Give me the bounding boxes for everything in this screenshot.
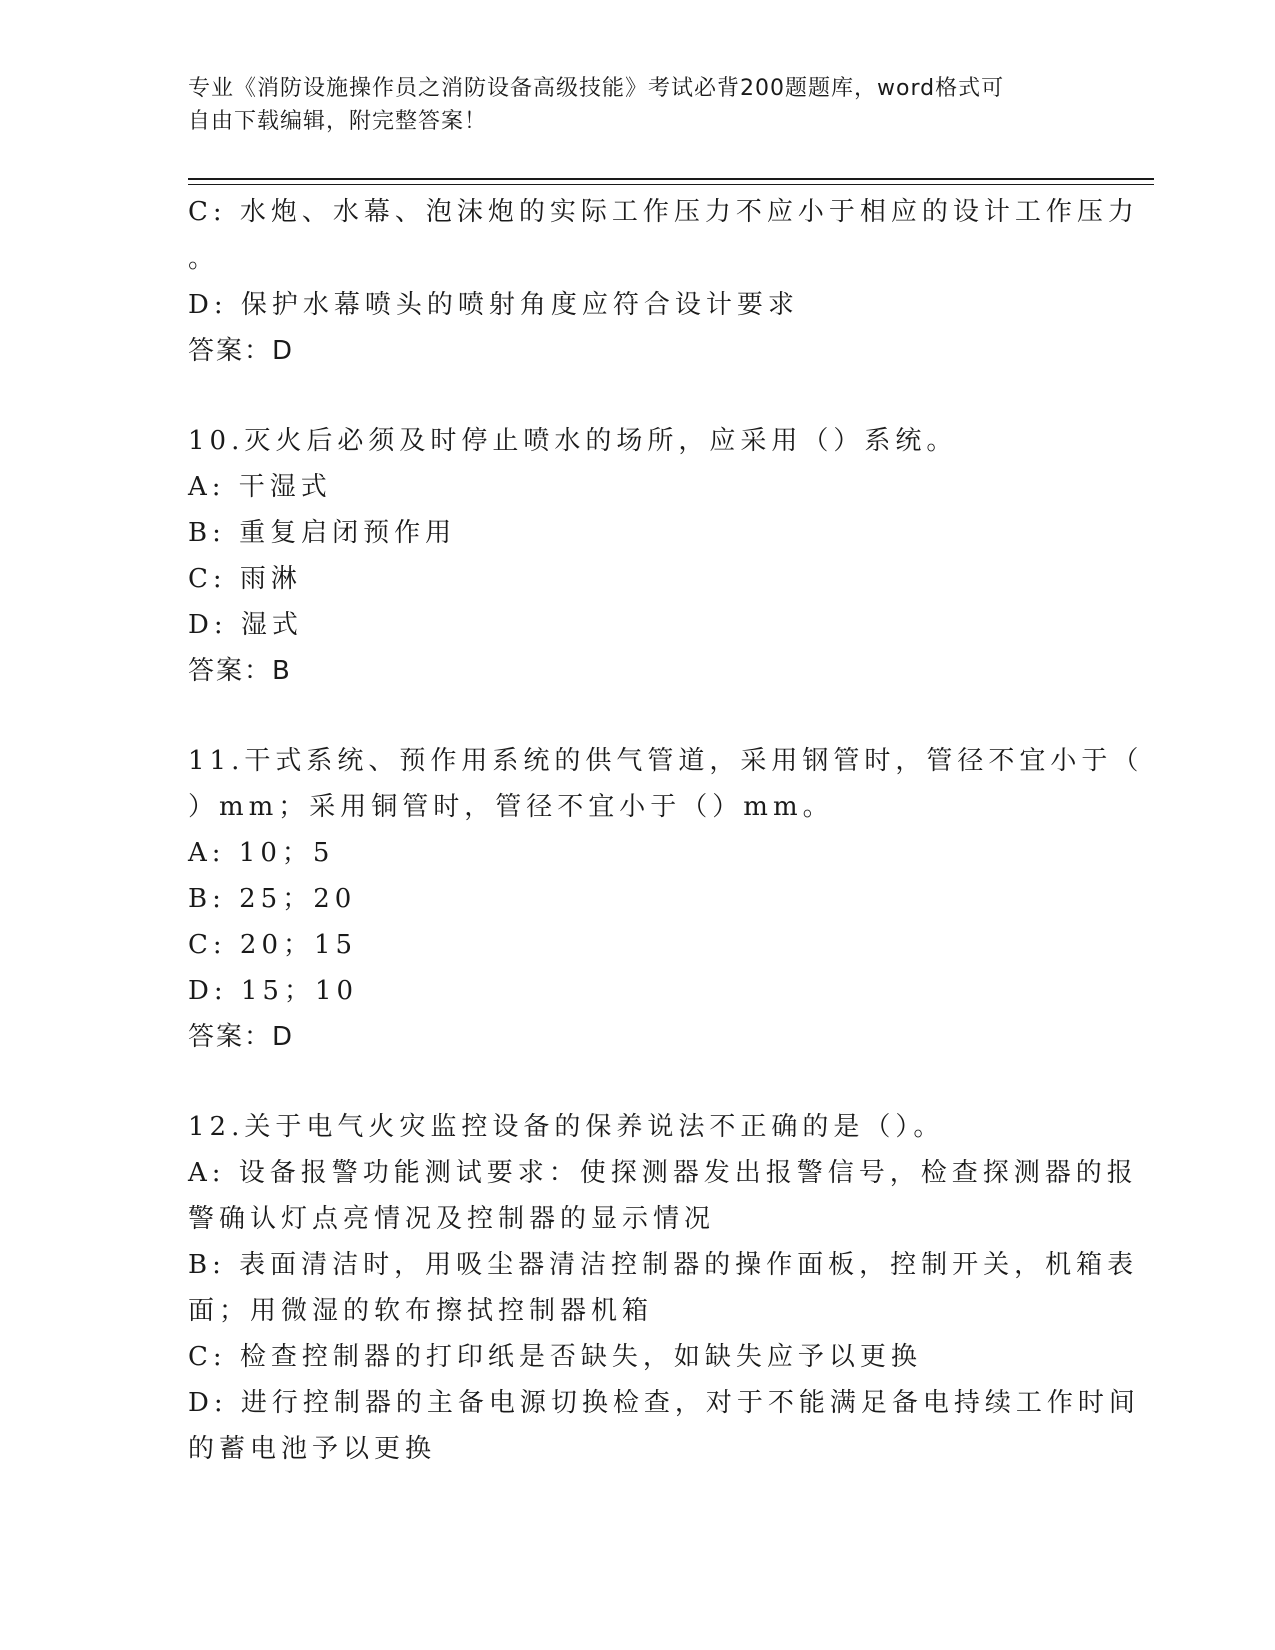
q12-option-b-line2: 面；用微湿的软布擦拭控制器机箱 — [188, 1296, 654, 1326]
q9-answer: 答案：D — [188, 336, 295, 366]
q9-option-c-line2: 。 — [188, 244, 220, 274]
q11-option-b: B: 25；20 — [188, 884, 357, 914]
q11-stem-line1: 11.干式系统、预作用系统的供气管道，采用钢管时，管径不宜小于（ — [188, 746, 1144, 776]
q10-option-a: A: 干湿式 — [188, 472, 332, 502]
q11-stem-line2: ）mm；采用铜管时，管径不宜小于（）mm。 — [188, 792, 834, 822]
q12-option-d-line2: 的蓄电池予以更换 — [188, 1434, 437, 1464]
q12-option-d-line1: D: 进行控制器的主备电源切换检查，对于不能满足备电持续工作时间 — [188, 1388, 1140, 1418]
q12-option-a-line1: A: 设备报警功能测试要求：使探测器发出报警信号，检查探测器的报 — [188, 1158, 1138, 1188]
q11-option-a: A: 10；5 — [188, 838, 335, 868]
q10-stem: 10.灭火后必须及时停止喷水的场所，应采用（）系统。 — [188, 426, 958, 456]
header-line-2: 自由下载编辑，附完整答案！ — [188, 109, 488, 134]
question-content — [188, 188, 1144, 1472]
q12-stem: 12.关于电气火灾监控设备的保养说法不正确的是（）。 — [188, 1112, 945, 1142]
q10-answer: 答案：B — [188, 656, 292, 686]
q12-option-b-line1: B: 表面清洁时，用吸尘器清洁控制器的操作面板，控制开关，机箱表 — [188, 1250, 1139, 1280]
q12-option-a-line2: 警确认灯点亮情况及控制器的显示情况 — [188, 1204, 716, 1234]
document-header — [188, 72, 1068, 138]
q11-answer: 答案：D — [188, 1022, 295, 1052]
header-line-1: 专业《消防设施操作员之消防设备高级技能》考试必背200题题库，word格式可 — [188, 76, 1005, 101]
q9-option-d: D: 保护水幕喷头的喷射角度应符合设计要求 — [188, 290, 799, 320]
q12-option-c: C: 检查控制器的打印纸是否缺失，如缺失应予以更换 — [188, 1342, 922, 1372]
q11-option-d: D: 15；10 — [188, 976, 359, 1006]
q9-option-c-line1: C: 水炮、水幕、泡沫炮的实际工作压力不应小于相应的设计工作压力 — [188, 197, 1139, 227]
q11-option-c: C: 20；15 — [188, 930, 358, 960]
header-rule-thin — [188, 184, 1154, 185]
q10-option-c: C: 雨淋 — [188, 564, 302, 594]
header-rule-thick — [188, 178, 1154, 180]
q10-option-b: B: 重复启闭预作用 — [188, 518, 457, 548]
q10-option-d: D: 湿式 — [188, 610, 303, 640]
